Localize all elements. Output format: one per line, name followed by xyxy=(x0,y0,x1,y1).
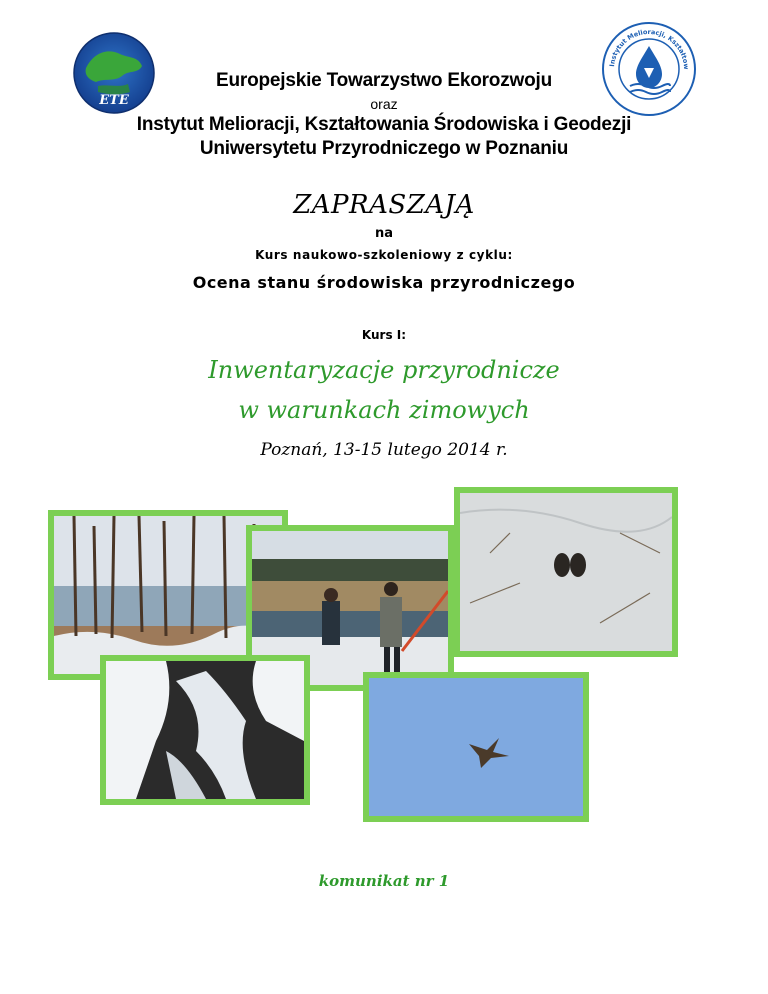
conjunction-text: oraz xyxy=(370,96,398,112)
course-title-line-2: w warunkach zimowych xyxy=(238,396,530,424)
organizer-2-line-2: Uniwersytetu Przyrodniczego w Poznaniu xyxy=(199,138,569,159)
svg-text:ETE: ETE xyxy=(99,93,129,108)
place-and-date: Poznań, 13-15 lutego 2014 r. xyxy=(260,440,508,460)
svg-text:Instytut Melioracji, Kształtow: Instytut Melioracji, Kształtow xyxy=(608,27,691,70)
organizer-1: Europejskie Towarzystwo Ekorozwoju xyxy=(216,70,552,91)
photo-bird-in-sky xyxy=(363,672,589,822)
invitation-heading: ZAPRASZAJĄ xyxy=(293,190,475,220)
communique-number: komunikat nr 1 xyxy=(318,872,450,890)
course-number: Kurs I: xyxy=(361,328,407,342)
course-title-line-1: Inwentaryzacje przyrodnicze xyxy=(208,356,560,384)
course-type-line: Kurs naukowo-szkoleniowy z cyklu: xyxy=(255,248,513,262)
photo-animal-track-in-snow xyxy=(454,487,678,657)
cycle-title: Ocena stanu środowiska przyrodniczego xyxy=(192,273,576,292)
photo-snowy-waterfall xyxy=(100,655,310,805)
organizer-2-line-1: Instytut Melioracji, Kształtowania Środowiska i Geodezji xyxy=(136,114,632,135)
na-text: na xyxy=(374,226,394,241)
